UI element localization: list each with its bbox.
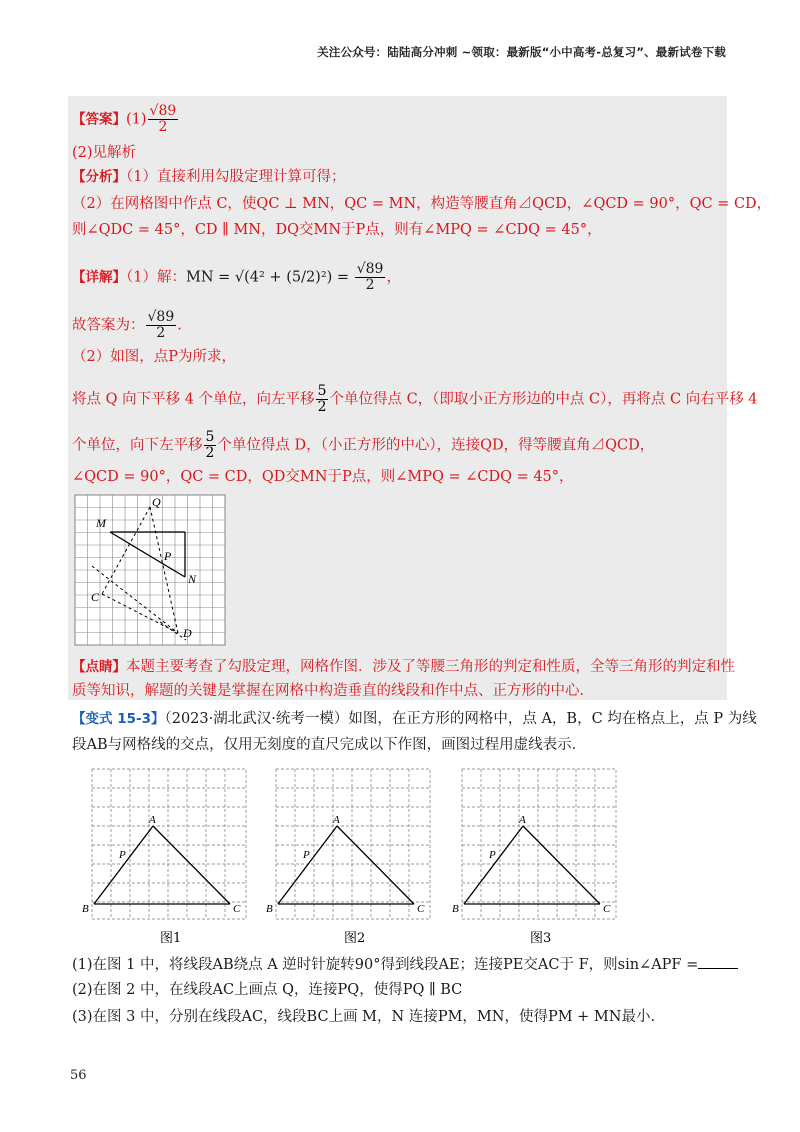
fig2-label-P: P xyxy=(303,849,310,861)
detail-line2-fraction: $\frac{√89}{2}$ xyxy=(147,309,175,341)
comment-tag: 【点睛】 xyxy=(72,659,126,675)
detail-tag: 【详解】 xyxy=(72,269,126,286)
figure-1 xyxy=(82,766,256,946)
fig1-label-B: B xyxy=(82,903,89,915)
answer-blank xyxy=(698,968,738,969)
detail-line4: 将点 Q 向下平移 4 个单位，向左平移 $\frac{5}{2}$ 个单位得点 C，（即取小正方形边的中点 C），再将点 C 向右平移 4 xyxy=(72,383,758,415)
detail-line3: （2）如图，点P为所求， xyxy=(72,349,236,365)
page-number: 56 xyxy=(70,1068,87,1083)
fig1-caption: 图1 xyxy=(160,931,182,946)
answer-tag: 【答案】 xyxy=(72,111,126,128)
fig2-label-A: A xyxy=(333,814,340,826)
answer-part2: (2)见解析 xyxy=(72,145,137,161)
fig3-label-A: A xyxy=(519,814,526,826)
fig2-label-C: C xyxy=(417,903,425,915)
answer-fraction: $\frac{√89}{2}$ xyxy=(149,103,177,135)
problem-line2: 段AB与网格线的交点，仅用无刻度的直尺完成以下作图，画图过程用虚线表示． xyxy=(72,737,587,753)
problem-line1: 【变式 15-3】（2023·湖北武汉·统考一模）如图，在正方形的网格中，点 A，B，C 均在格点上，点 P 为线 xyxy=(72,711,757,727)
question-3: (3)在图 3 中，分别在线段AC，线段BC上画 M，N 连接PM，MN，使得PM + MN最小. xyxy=(72,1009,656,1025)
fig1-label-A: A xyxy=(149,814,156,826)
fig3-label-B: B xyxy=(452,903,459,915)
figure-3-triangle xyxy=(464,826,600,904)
problem-tag: 【变式 15-3】 xyxy=(72,711,165,727)
figure-2-triangle xyxy=(278,826,414,904)
analysis-line1: 【分析】（1）直接利用勾股定理计算可得； xyxy=(72,169,346,185)
label-P: P xyxy=(164,549,172,563)
figure-2 xyxy=(266,766,440,946)
figure-3 xyxy=(452,766,626,946)
fig1-label-P: P xyxy=(119,849,126,861)
label-C: C xyxy=(91,590,100,604)
label-D: D xyxy=(183,626,192,640)
detail-line6: ∠QCD = 90°，QC = CD，QD交MN于P点，则∠MPQ = ∠CDQ = 45°， xyxy=(72,469,574,485)
detail-line5: 个单位，向下左平移 $\frac{5}{2}$ 个单位得点 D，（小正方形的中心），连接QD，得等腰直角⊿QCD， xyxy=(72,429,655,461)
detail-line2: 故答案为： $\frac{√89}{2}$ . xyxy=(72,309,182,341)
question-2: (2)在图 2 中，在线段AC上画点 Q，连接PQ，使得PQ ∥ BC xyxy=(72,982,463,998)
detail-line5-fraction: $\frac{5}{2}$ xyxy=(205,429,215,461)
label-N: N xyxy=(188,572,197,586)
fig3-label-C: C xyxy=(603,903,611,915)
answer-line xyxy=(72,104,179,135)
page-header: 关注公众号：陆陆高分冲刺 ~领取：最新版“小中高考-总复习”、最新试卷下载 xyxy=(317,45,726,59)
question-1: (1)在图 1 中，将线段AB绕点 A 逆时针旋转90°得到线段AE；连接PE交AC于 F，则sin∠APF = xyxy=(72,955,738,975)
figure-1-triangle xyxy=(94,826,230,904)
comment-line2: 质等知识，解题的关键是掌握在网格中构造垂直的线段和作中点、正方形的中心． xyxy=(72,683,594,699)
fig3-label-P: P xyxy=(489,849,496,861)
answer-prefix: (1) xyxy=(126,111,147,128)
comment-line1: 【点睛】本题主要考查了勾股定理，网格作图．涉及了等腰三角形的判定和性质，全等三角形的判定和性 xyxy=(72,659,735,675)
detail-result-fraction: $\frac{√89}{2}$ xyxy=(356,261,384,293)
detail-line1: 【详解】（1）解：MN = √(4² + (5/2)²) = $\frac{√89}{2}$ ， xyxy=(72,261,401,293)
solution-figure xyxy=(74,494,226,646)
fig2-label-B: B xyxy=(266,903,273,915)
analysis-line2: （2）在网格图中作点 C，使QC ⊥ MN，QC = MN，构造等腰直角⊿QCD，∠QCD = 90°，QC = CD， xyxy=(72,196,772,212)
label-M: M xyxy=(96,516,106,530)
analysis-tag: 【分析】 xyxy=(72,169,126,185)
label-Q: Q xyxy=(152,495,161,509)
fig3-caption: 图3 xyxy=(530,931,552,946)
fig2-caption: 图2 xyxy=(344,931,366,946)
fig1-label-C: C xyxy=(233,903,241,915)
analysis-line3: 则∠QDC = 45°，CD ∥ MN，DQ交MN于P点，则有∠MPQ = ∠CDQ = 45°， xyxy=(72,222,602,238)
detail-line4-fraction: $\frac{5}{2}$ xyxy=(317,383,327,415)
